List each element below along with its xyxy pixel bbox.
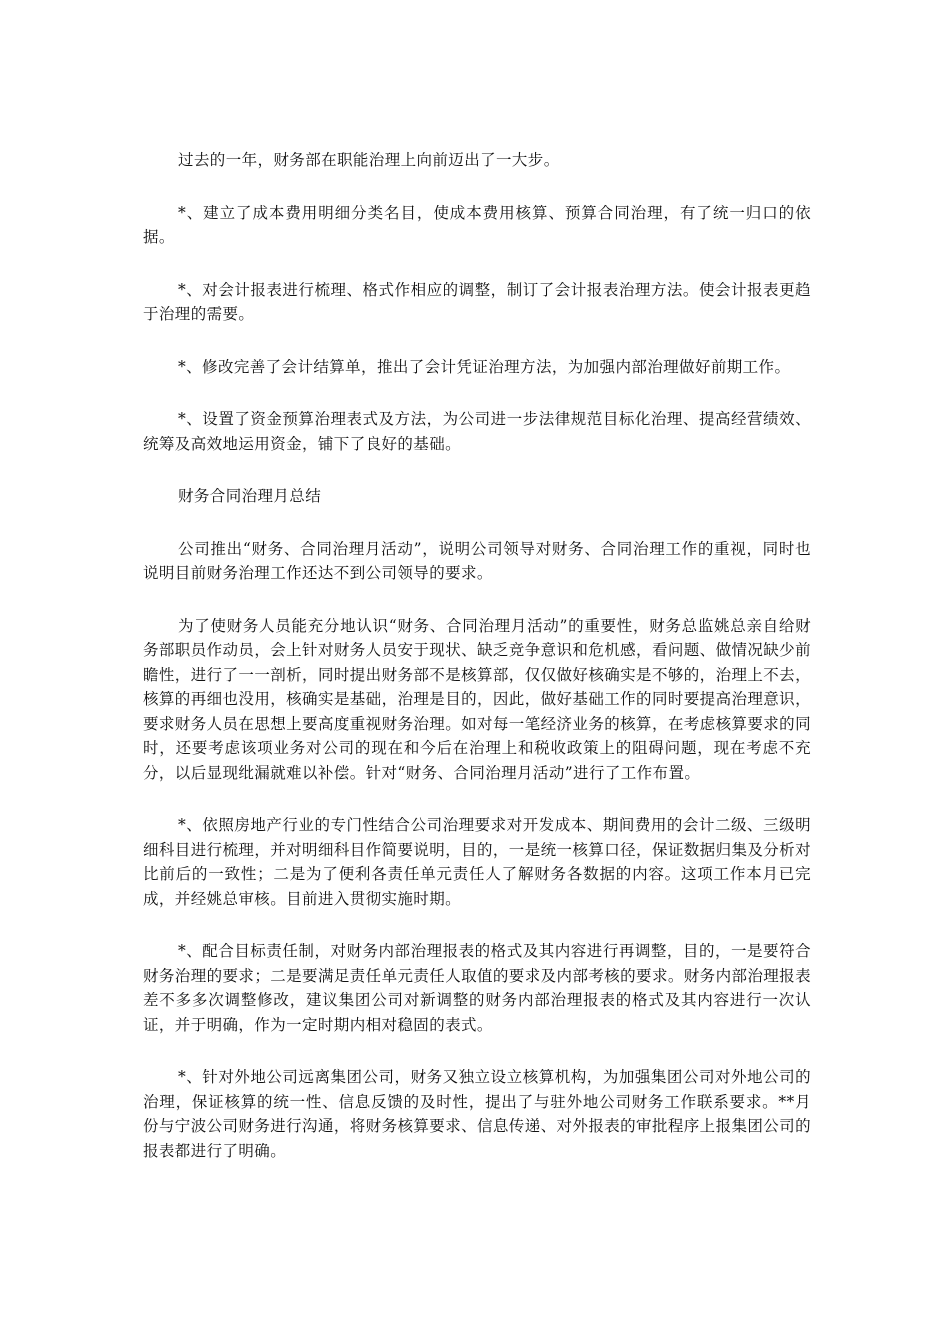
- paragraph-mobilization: 为了使财务人员能充分地认识“财务、合同治理月活动”的重要性，财务总监姚总亲自给财务部职员作动员，会上针对财务人员安于现状、缺乏竞争意识和危机感，看问题、做情况缺少前瞻性，进行了一一剖析，同时提出财务部不是核算部，仅仅做好核确实是不够的，治理上不去，核算的再细也没用，核确实是基础，治理是目的，因此，做好基础工作的同时要提高治理意识，要求财务人员在思想上要高度重视财务治理。如对每一笔经济业务的核算，在考虑核算要求的同时，还要考虑该项业务对公司的现在和今后在治理上和税收政策上的阻碍问题，现在考虑不充分，以后显现纰漏就难以补偿。针对“财务、合同治理月活动”进行了工作布置。: [143, 616, 811, 782]
- paragraph-intro: 过去的一年，财务部在职能治理上向前迈出了一大步。: [178, 151, 560, 169]
- paragraph-item-accounting-reports: *、对会计报表进行梳理、格式作相应的调整，制订了会计报表治理方法。使会计报表更趋于治理的需要。: [143, 280, 811, 323]
- paragraph-item-settlement-form: *、修改完善了会计结算单，推出了会计凭证治理方法，为加强内部治理做好前期工作。: [178, 357, 791, 376]
- paragraph-item-subject-review: *、依照房地产行业的专门性结合公司治理要求对开发成本、期间费用的会计二级、三级明细科目进行梳理，并对明细科目作简要说明，目的，一是统一核算口径，保证数据归集及分析对比前后的一致性；二是为了便利各责任单元责任人了解财务各数据的内容。这项工作本月已完成，并经姚总审核。目前进入贯彻实施时期。: [143, 816, 811, 908]
- paragraph-item-cost-categories: *、建立了成本费用明细分类名目，使成本费用核算、预算合同治理，有了统一归口的依据。: [143, 203, 811, 246]
- paragraph-item-fund-budget: *、设置了资金预算治理表式及方法，为公司进一步法律规范目标化治理、提高经营绩效、统筹及高效地运用资金，铺下了良好的基础。: [143, 410, 811, 453]
- paragraph-activity-intro: 公司推出“财务、合同治理月活动”，说明公司领导对财务、合同治理工作的重视，同时也说明目前财务治理工作还达不到公司领导的要求。: [143, 539, 811, 582]
- section-heading: 财务合同治理月总结: [178, 487, 322, 505]
- document-body: [143, 148, 811, 1191]
- paragraph-item-remote-companies: *、针对外地公司远离集团公司，财务又独立设立核算机构，为加强集团公司对外地公司的治理，保证核算的统一性、信息反馈的及时性，提出了与驻外地公司财务工作联系要求。**月份与宁波公司财务进行沟通，将财务核算要求、信息传递、对外报表的审批程序上报集团公司的报表都进行了明确。: [143, 1068, 811, 1160]
- paragraph-item-internal-reports: *、配合目标责任制，对财务内部治理报表的格式及其内容进行再调整，目的，一是要符合财务治理的要求；二是要满足责任单元责任人取值的要求及内部考核的要求。财务内部治理报表差不多多次调整修改，建议集团公司对新调整的财务内部治理报表的格式及其内容进行一次认证，并于明确，作为一定时期内相对稳固的表式。: [143, 942, 811, 1034]
